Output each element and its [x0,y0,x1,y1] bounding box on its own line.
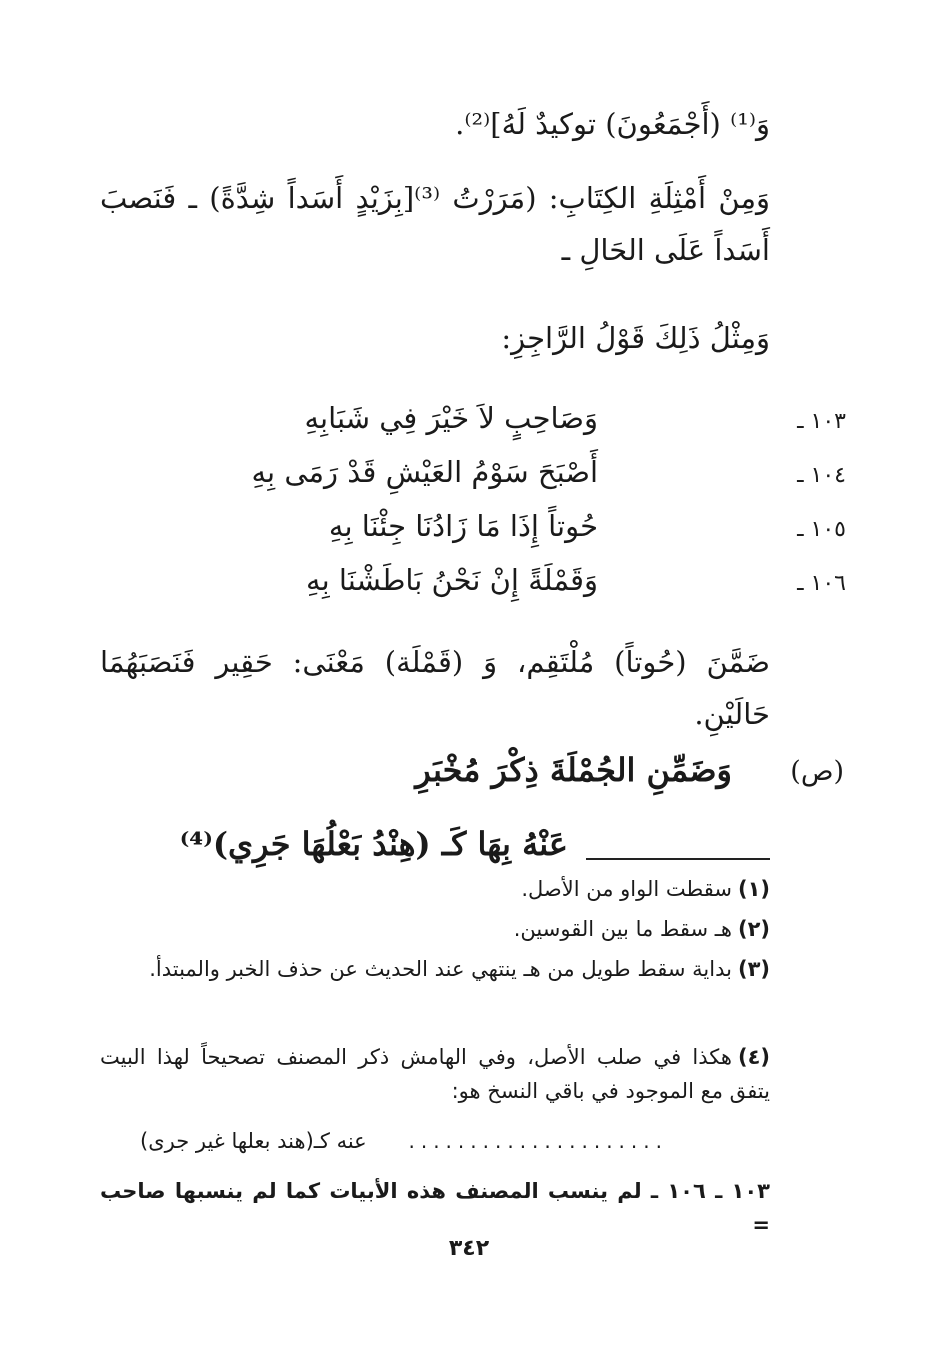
body-paragraph-examples: وَمِنْ أَمْثِلَةِ الكِتَابِ: (مَرَرْتُ ⁽³⁾[بِزَيْدٍ أَسَداً شِدَّةً) ـ فَنَصبَ أَسَداً عَلَى الحَالِ ـ [100,181,770,267]
footnote-4 [100,1040,770,1108]
footnote-1-number: (١) [737,877,770,901]
footnote-3-text: بداية سقط طويل من هـ ينتهي عند الحديث عن حذف الخبر والمبتدأ. [149,957,732,981]
body-line-rajaz-intro: وَمِثْلُ ذَلِكَ قَوْلُ الرَّاجِزِ: [501,321,770,355]
footnote-dots: ..................... [408,1129,668,1153]
footnote-3-number: (٣) [737,957,770,981]
verse-line-103: وَصَاحِبٍ لاَ خَيْرَ فِي شَبَابِهِ [304,401,598,435]
footnote-4-number: (٤) [737,1045,770,1069]
verse-line-106: وَقَمْلَةً إِنْ نَحْنُ بَاطَشْنَا بِهِ [306,563,598,597]
footnote-1 [100,872,770,906]
verse-line-105: حُوتاً إِذَا مَا زَادُنَا جِئْنَا بِهِ [328,509,598,543]
page-number: ٣٤٢ [448,1236,490,1261]
verse-number-105: ١٠٥ ـ [797,517,846,542]
footnote-quote: عنه كـ(هند بعلها غير جرى) [140,1129,367,1153]
body-line-ajmaun: وَ⁽¹⁾ (أَجْمَعُونَ) توكيدٌ لَهُ]⁽²⁾. [455,107,770,141]
verse-number-106: ١٠٦ ـ [797,571,846,596]
footnote-2-number: (٢) [737,917,770,941]
verse-number-104: ١٠٤ ـ [797,463,846,488]
poem-line-first: وَضَمِّنِ الجُمْلَةَ ذِكْرَ مُخْبَرِ [415,751,732,789]
body-paragraph-commentary: ضَمَّنَ (حُوتاً) مُلْتَقِم، وَ (قَمْلَة) مَعْنَى: حَقِير فَنَصَبَهُمَا حَالَيْنِ. [100,645,770,731]
poem-label: (ص) [790,756,844,787]
footnote-2 [100,912,770,946]
footnote-2-text: هـ سقط ما بين القوسين. [513,917,732,941]
verse-number-103: ١٠٣ ـ [797,409,846,434]
footnote-separator [586,858,770,860]
poem-line-second: عَنْهُ بِهَا كَـ (هِنْدُ بَعْلُهَا جَرِي)⁽⁴⁾ [179,825,568,863]
verse-line-104: أَصْبَحَ سَوْمُ العَيْشِ قَدْ رَمَى بِهِ [251,455,598,489]
continuation-note: ١٠٣ ـ ١٠٦ ـ لم ينسب المصنف هذه الأبيات كما لم ينسبها صاحب = [100,1179,770,1237]
footnote-1-text: سقطت الواو من الأصل. [521,877,732,901]
footnote-3 [100,952,770,986]
footnote-4-text: هكذا في صلب الأصل، وفي الهامش ذكر المصنف تصحيحاً لهذا البيت يتفق مع الموجود في باقي النسخ هو: [100,1045,770,1103]
